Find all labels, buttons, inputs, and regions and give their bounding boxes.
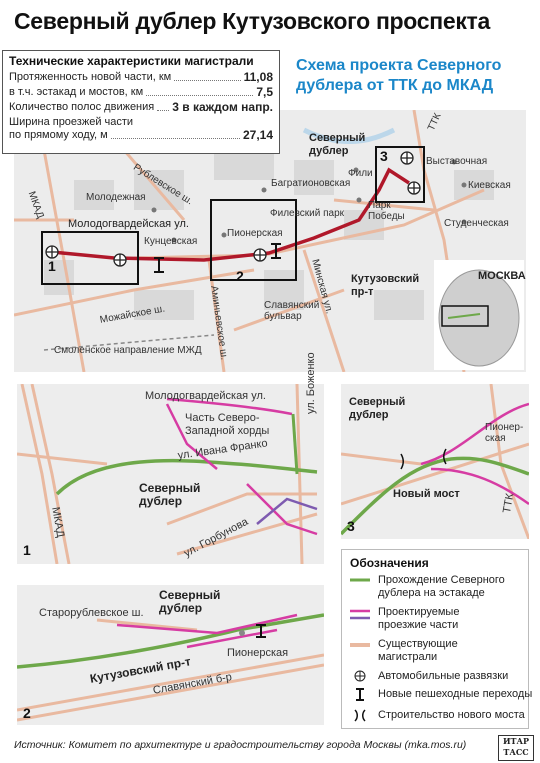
spec-length: Протяженность новой части, км 11,08 [9,70,273,84]
itar-tass-logo: ИТАР ТАСС [498,735,534,761]
label-pionerskaya: Пионерская [227,228,283,239]
p1-label-molodogvardeyskaya: Молодогвардейская ул. [145,390,266,402]
label-slavyansky: Славянский бульвар [264,300,320,322]
label-rublevskoe: Рублевское ш. [131,162,195,208]
label-aminyevskoe: Аминьевское ш. [208,285,230,361]
label-mkad: МКАД [25,190,46,221]
p1-label-ivana-franko: ул. Ивана Франко [177,437,269,462]
p1-label-mkad: МКАД [49,506,67,539]
label-filevsky-park: Филевский парк [270,208,345,219]
spec-lanes: Количество полос движения 3 в каждом напр. [9,100,273,114]
p1-label-severny-dubler: Северный дублер [139,481,201,508]
label-kuntsevskaya: Кунцевская [144,236,198,247]
p2-label-pionerskaya: Пионерская [227,647,289,659]
label-studencheskaya: Студенческая [444,218,509,229]
label-molodezhnaya: Молодежная [86,192,146,203]
label-fili: Фили [348,168,373,179]
label-ttk: ТТК [426,111,444,133]
source-note: Источник: Комитет по архитектуре и градостроительству города Москвы (mka.mos.ru) [14,739,467,751]
p2-label-kutuzovsky: Кутузовский пр-т [88,654,192,686]
specs-heading: Технические характеристики магистрали [9,54,254,68]
label-kutuzovsky: Кутузовский пр-т [351,273,420,298]
p2-label-severny-dubler: Северный дублер [159,588,221,615]
page-title: Северный дублер Кутузовского проспекта [14,8,490,34]
label-moskva: МОСКВА [478,270,526,282]
specs-box [2,50,280,154]
box-2-number: 2 [236,268,244,284]
detail-panel-1 [17,352,324,564]
detail-panel-2 [17,585,324,725]
spec-width: по прямому ходу, м 27,14 [9,128,273,142]
p3-label-severny-dubler: Северный дублер [349,396,406,421]
label-kievskaya: Киевская [468,180,511,191]
p1-label-bozhenko: ул. Боженко [305,352,317,414]
p2-label-slavyansky: Славянский б-р [152,671,233,697]
label-minskaya: Минская ул. [309,258,335,316]
legend-heading: Обозначения [350,556,429,570]
p1-label-gorbunova: ул. Горбунова [182,515,251,560]
map-subtitle: Схема проекта Северного дублера от ТТК до МКАД [296,57,502,94]
label-smolenskoe: Смоленское направление МЖД [54,345,202,356]
label-mozhayskoe: Можайское ш. [99,303,166,326]
label-molodogvardeyskaya: Молодогвардейская ул. [68,218,189,230]
spec-width-label1: Ширина проезжей части [9,116,134,128]
p3-number: 3 [347,518,355,534]
label-severny-dubler: Северный дублер [309,132,366,157]
spec-estakada: в т.ч. эстакад и мостов, км 7,5 [9,85,273,99]
p3-label-pionerskaya: Пионер- ская [485,422,524,444]
p1-label-chast: Часть Северо- Западной хорды [185,412,270,437]
p3-label-novy-most: Новый мост [393,488,460,500]
p2-number: 2 [23,705,31,721]
label-bagrationovskaya: Багратионовская [271,178,351,189]
label-park-pobedy: Парк Победы [368,200,405,222]
p1-number: 1 [23,542,31,558]
detail-panel-3 [341,384,529,539]
p3-label-ttk: ТТК [501,492,517,515]
box-1-number: 1 [48,258,56,274]
p2-label-starorublevskoe: Старорублевское ш. [39,607,144,619]
label-vystavochnaya: Выставочная [426,156,488,167]
legend-box: Обозначения Прохождение Северного дублера на эстакаде Проектируемые проезжие части Существующие магистрали Автомобильные развязки Новые пешеходные переходы Строительство нового моста [341,549,529,729]
box-3-number: 3 [380,148,388,164]
